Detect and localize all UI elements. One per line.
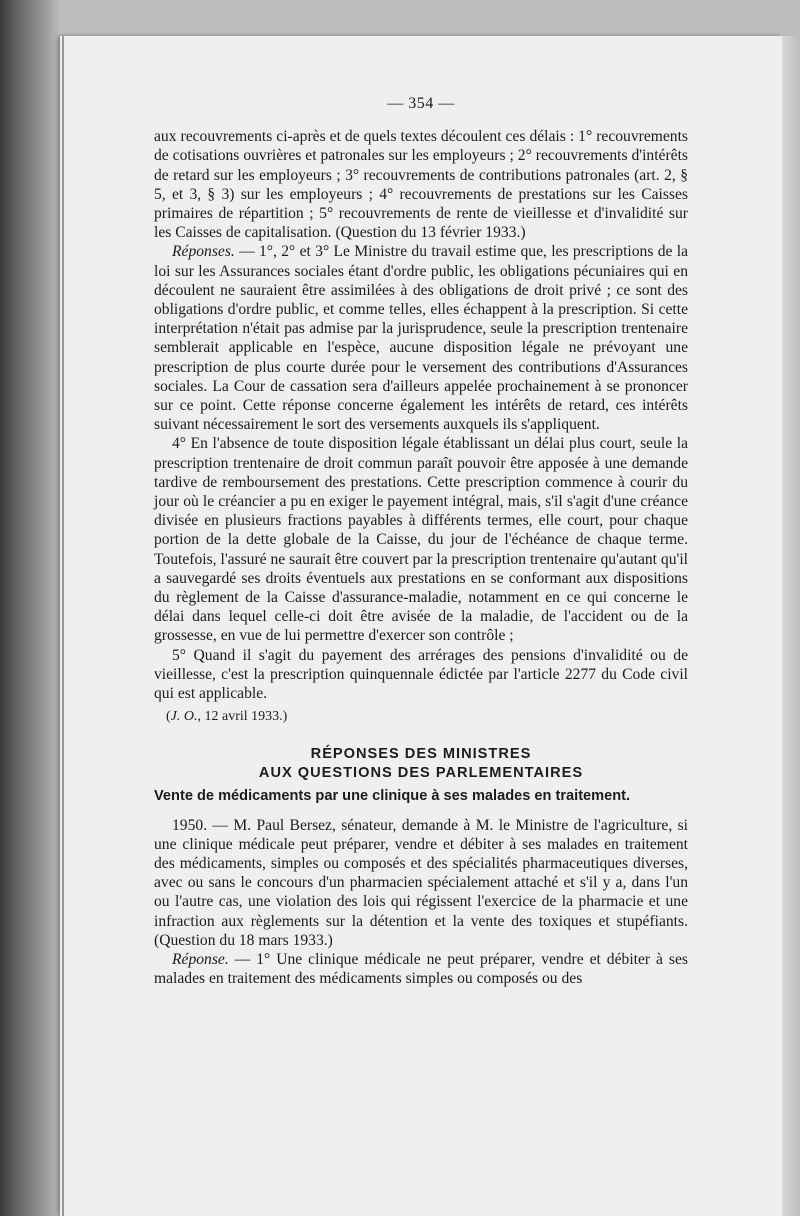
section-heading-line1: RÉPONSES DES MINISTRES <box>310 745 532 762</box>
page-right-edge <box>782 36 800 1216</box>
answer-1950 <box>154 950 688 988</box>
answer-label: Réponses. <box>172 243 235 261</box>
page-content <box>154 94 688 988</box>
citation-date: , 12 avril 1933.) <box>197 709 288 725</box>
section-heading-line2: AUX QUESTIONS DES PARLEMENTAIRES <box>258 764 584 781</box>
page-binding-edge <box>62 36 64 1216</box>
answer-paragraph-5: 5° Quand il s'agit du payement des arrérages des pensions d'invalidité ou de vieillesse, c'est la prescription quinquennale édictée par l'article 2277 du Code civil qui est applicable. <box>154 646 688 703</box>
answer-1950-label: Réponse. <box>172 950 229 968</box>
page-number: — 354 — <box>387 95 455 112</box>
section-subheading: Vente de médicaments par une clinique à ses malades en traitement. <box>154 787 631 804</box>
answer-text: — 1°, 2° et 3° Le Ministre du travail estime que, les prescriptions de la loi sur les Assurances sociales étant d'ordre public, les obligations pécuniaires qui en découlent ne sauraient être assimilées à des obligations de droit privé ; ce sont des obligations d'ordre public, et comme telles, elles échappent à la prescription. Si cette interprétation n'était pas admise par la jurisprudence, seule la prescription trentenaire semblerait applicable en l'espèce, aucune disposition légale ne prévoyant une prescription de plus courte durée pour le versement des contributions d'Assurances sociales. La Cour de cassation sera d'ailleurs appelée prochainement à se prononcer sur ce point. Cette réponse concerne également les intérêts de retard, ces intérêts suivant nécessairement le sort des versements auxquels ils s'appliquent. <box>154 243 688 434</box>
answer-paragraph-4: 4° En l'absence de toute disposition légale établissant un délai plus court, seule la prescription trentenaire de droit commun paraît pouvoir être apposée à une demande tardive de remboursement des prestations. Cette prescription commence à courir du jour où le créancier a pu en exiger le payement intégral, mais, s'il s'agit d'une créance divisée en plusieurs fractions payables à différents termes, elle court, pour chaque portion de la dette globale de la Caisse, du jour de l'échéance de chaque terme. Toutefois, l'assuré ne saurait être couvert par la prescription trentenaire qu'autant qu'il a sauvegardé ses droits éventuels aux prestations en se conformant aux dispositions du règlement de la Caisse d'assurance-maladie, notamment en ce qui concerne le délai dans lequel celle-ci doit être avisée de la maladie, de l'accident ou de la grossesse, en vue de lui permettre d'exercer son contrôle ; <box>154 435 688 645</box>
question-continuation: aux recouvrements ci-après et de quels textes découlent ces délais : 1° recouvrements de cotisations ouvrières et patronales sur les employeurs ; 2° recouvrements d'intérêts de retard sur les employeurs ; 3° recouvrements de contributions patronales (art. 2, § 5, et 3, § 3) sur les employeurs ; 4° recouvrements de prestations sur les Caisses primaires de répartition ; 5° recouvrements de rente de vieillesse et d'invalidité sur les Caisses de capitalisation. (Question du 13 février 1933.) <box>154 128 688 242</box>
answer-paragraph-1 <box>154 242 688 434</box>
question-1950: 1950. — M. Paul Bersez, sénateur, demande à M. le Ministre de l'agriculture, si une clinique médicale peut préparer, vendre et débiter à ses malades en traitement des médicaments, simples ou composés et des spécialités pharmaceutiques diverses, avec ou sans le concours d'un pharmacien spécialement attaché et s'il y a, dans l'un ou l'autre cas, une violation des lois qui régissent l'exercice de la pharmacie et une infraction aux règlements sur la détention et la vente des toxiques et stupéfiants. (Question du 18 mars 1933.) <box>154 816 688 949</box>
citation-source: J. O. <box>170 709 198 725</box>
journal-citation: (J. O., 12 avril 1933.) <box>166 709 288 725</box>
answer-1950-text: — 1° Une clinique médicale ne peut préparer, vendre et débiter à ses malades en traitement des médicaments simples ou composés ou des <box>154 950 688 988</box>
